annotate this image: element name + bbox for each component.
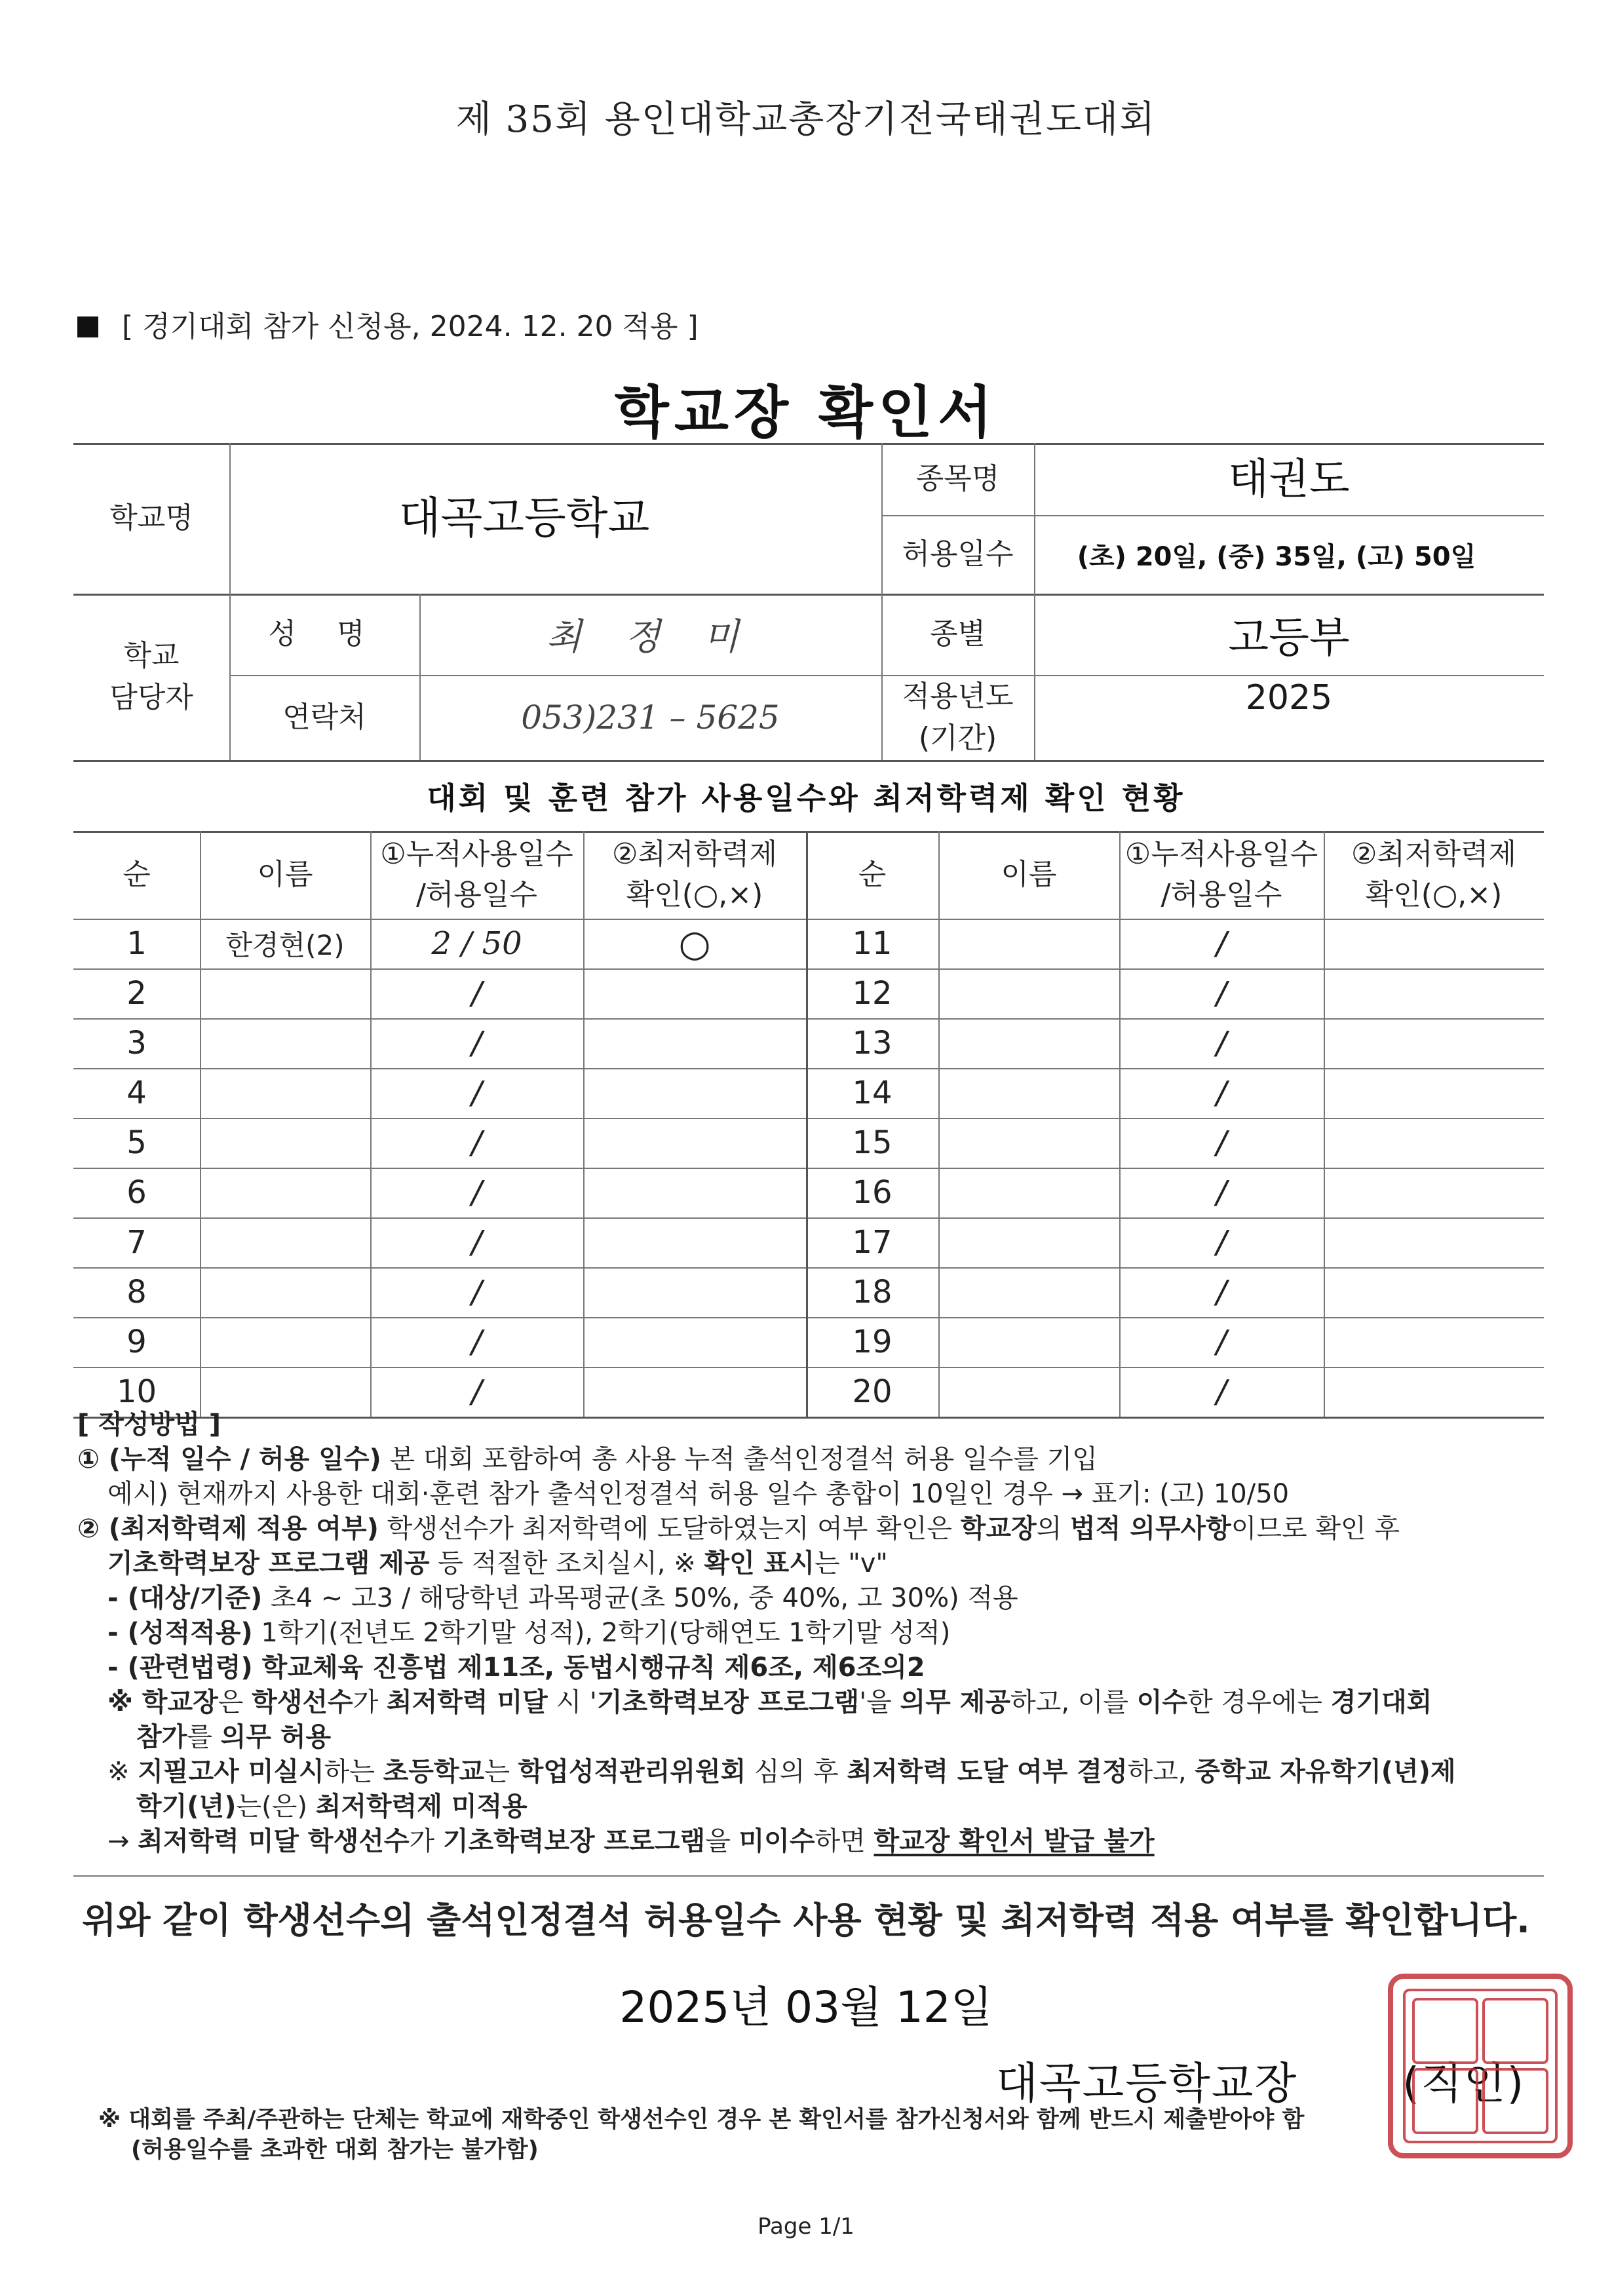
row-number: 19 [852, 1324, 892, 1360]
method-text: 중학교 자유학기(년)제 [1195, 1757, 1456, 1787]
method-text: 학생선수가 최저학력에 도달하였는지 여부 확인은 [378, 1514, 961, 1544]
footnote-line: (허용일수를 초과한 대회 참가는 불가함) [131, 2137, 539, 2163]
applied-year-value: 2025 [1245, 678, 1333, 718]
row-cumulative-days: / [1216, 1324, 1227, 1360]
method-text: 기초학력보장 프로그램 제공 [107, 1548, 430, 1578]
application-note-text: [ 경기대회 참가 신청용, 2024. 12. 20 적용 ] [122, 310, 699, 343]
row-number: 5 [126, 1124, 147, 1161]
header-cumulative-days [370, 831, 583, 919]
row-cumulative-days: / [1216, 1224, 1227, 1261]
row-number: 9 [126, 1324, 147, 1360]
row-number: 14 [852, 1075, 892, 1111]
method-text: 은 [218, 1687, 252, 1717]
method-text: 하는 [324, 1757, 383, 1787]
row-number: 10 [116, 1373, 157, 1410]
method-text: 법적 의무사항 [1069, 1514, 1231, 1544]
school-name-label: 학교명 [109, 501, 193, 535]
method-text: ① (누적 일수 / 허용 일수) [77, 1444, 381, 1474]
row-number: 18 [852, 1274, 892, 1311]
row-number: 12 [852, 975, 892, 1012]
footnote-line: ※ 대회를 주최/주관하는 단체는 학교에 재학중인 학생선수인 경우 본 확인서를 참가신청서와 함께 반드시 제출받아야 함 [98, 2107, 1305, 2133]
method-text: 최저학력제 미적용 [315, 1791, 528, 1822]
method-text: ※ 학교장 [107, 1687, 218, 1717]
applied-year-label-line1: 적용년도 [902, 679, 1014, 714]
header-name-right: 이름 [1001, 858, 1057, 892]
method-text: 하면 [815, 1826, 874, 1856]
header-min-academic-right-line1: ②최저학력제 [1351, 837, 1516, 871]
method-text: 의 [1036, 1514, 1070, 1544]
application-note [77, 303, 699, 345]
header-cumulative-days-line1: ①누적사용일수 [380, 837, 573, 871]
method-text: 의무 허용 [220, 1722, 332, 1752]
row-cumulative-days: / [471, 1075, 482, 1111]
row-cumulative-days: / [471, 1224, 482, 1261]
method-text: 한 경우에는 [1187, 1687, 1331, 1717]
method-text: 하고, [1127, 1757, 1195, 1787]
header-min-academic-line1: ②최저학력제 [612, 837, 777, 871]
header-cumulative-days-right-line1: ①누적사용일수 [1124, 837, 1318, 871]
method-text: 확인 표시 [704, 1548, 815, 1578]
method-text: 기초학력보장 프로그램 [596, 1687, 860, 1717]
method-text: 심의 후 [746, 1757, 847, 1787]
method-text: → [107, 1826, 138, 1856]
issue-date: 2025년 03월 12일 [619, 1982, 993, 2033]
method-text: 미이수 [739, 1826, 815, 1856]
row-cumulative-days: / [1216, 975, 1227, 1012]
row-number: 20 [852, 1373, 892, 1410]
row-number: 1 [126, 925, 147, 962]
method-text: 의무 제공 [900, 1687, 1011, 1717]
method-text: 학교장 확인서 발급 불가 [873, 1826, 1155, 1856]
document-title: 학교장 확인서 [614, 380, 998, 446]
row-number: 17 [852, 1224, 892, 1261]
row-number: 2 [126, 975, 147, 1012]
row-cumulative-days: / [1216, 1124, 1227, 1161]
row-cumulative-days: / [1216, 1025, 1227, 1062]
contact-phone-value: 053)231 – 5625 [521, 698, 780, 737]
method-text: 경기대회 [1330, 1687, 1432, 1717]
row-number: 11 [852, 925, 892, 962]
header-name: 이름 [257, 858, 313, 892]
contact-name-value: 최 정 미 [546, 616, 755, 659]
row-number: 4 [126, 1075, 147, 1111]
contact-phone-label: 연락처 [282, 700, 366, 735]
division-label: 종별 [929, 617, 986, 651]
header-no: 순 [123, 858, 151, 892]
row-number: 7 [126, 1224, 147, 1261]
method-heading: [ 작성방법 ] [77, 1409, 221, 1440]
seal-label: (직인) [1402, 2058, 1526, 2109]
writing-method [77, 1407, 1545, 1859]
method-text: 하고, 이를 [1010, 1687, 1137, 1717]
row-cumulative-days: / [1216, 1075, 1227, 1111]
method-text: 학교장 [960, 1514, 1037, 1544]
method-text: ※ [107, 1757, 138, 1787]
method-text: 는 "v" [814, 1548, 888, 1578]
method-text: 최저학력 미달 [387, 1687, 548, 1717]
method-text: 학생선수 [252, 1687, 353, 1717]
school-name-value: 대곡고등학교 [398, 492, 650, 543]
principal-name: 대곡고등학교장 [996, 2058, 1298, 2109]
row-cumulative-days: / [471, 1274, 482, 1311]
row-cumulative-days: / [1216, 1373, 1227, 1410]
row-cumulative-days: / [471, 975, 482, 1012]
header-min-academic-right-line2: 확인(○,×) [1365, 878, 1503, 911]
method-text: 참가 [136, 1722, 187, 1752]
method-text: '을 [859, 1687, 900, 1717]
method-text: ② (최저학력제 적용 여부) [77, 1514, 379, 1544]
method-text: 이므로 확인 후 [1231, 1514, 1400, 1544]
method-text: 는(은) [236, 1791, 316, 1822]
sport-label: 종목명 [915, 462, 1000, 496]
allowed-days-value: (초) 20일, (중) 35일, (고) 50일 [1077, 541, 1476, 572]
allowed-days-label: 허용일수 [902, 537, 1014, 571]
header-cumulative-days-right-line2: /허용일수 [1161, 878, 1282, 911]
method-text: 최저학력 도달 여부 결정 [847, 1757, 1128, 1787]
square-bullet-icon [77, 316, 98, 337]
method-text: 를 [187, 1722, 221, 1752]
row-cumulative-days: / [1216, 1274, 1227, 1311]
row-number: 3 [126, 1025, 147, 1062]
row-cumulative-days: / [1216, 925, 1227, 962]
method-text: 본 대회 포함하여 총 사용 누적 출석인정결석 허용 일수를 기입 [381, 1444, 1098, 1474]
method-text: 예시) 현재까지 사용한 대회·훈련 참가 출석인정결석 허용 일수 총합이 10일인 경우 → 표기: (고) 10/50 [107, 1479, 1290, 1509]
method-text: 학업성적관리위원회 [518, 1757, 746, 1787]
row-min-academic: ○ [678, 922, 711, 965]
method-text: 학기(년) [136, 1791, 237, 1822]
applied-year-label [881, 675, 1034, 760]
method-text: 초4 ~ 고3 / 해당학년 과목평균(초 50%, 중 40%, 고 30%) 적용 [262, 1583, 1018, 1613]
method-text: - (관련법령) 학교체육 진흥법 제11조, 동법시행규칙 제6조, 제6조의2 [107, 1653, 925, 1683]
row-cumulative-days: / [471, 1373, 482, 1410]
school-contact-label [73, 594, 229, 760]
method-text: - (대상/기준) [107, 1583, 263, 1613]
event-title: 제 35회 용인대학교총장기전국태권도대회 [455, 98, 1157, 141]
school-contact-label-line1: 학교 [123, 639, 180, 673]
page-number: Page 1/1 [758, 2213, 854, 2240]
division-value: 고등부 [1228, 614, 1350, 662]
method-text: 을 [705, 1826, 739, 1856]
row-number: 6 [126, 1174, 147, 1211]
method-text: - (성적적용) [107, 1618, 253, 1648]
sport-value: 태권도 [1228, 455, 1350, 504]
method-text: 이수 [1136, 1687, 1188, 1717]
footnote [98, 2105, 1540, 2165]
method-text: 는 [484, 1757, 518, 1787]
method-text: 기초학력보장 프로그램 [442, 1826, 706, 1856]
method-text: 최저학력 미달 학생선수 [138, 1826, 410, 1856]
method-text: 시 ' [547, 1687, 597, 1717]
school-contact-label-line2: 담당자 [109, 681, 193, 714]
header-min-academic-line2: 확인(○,×) [626, 878, 763, 911]
contact-name-label: 성 명 [268, 617, 381, 651]
divider [73, 1875, 1544, 1877]
row-cumulative-days: / [471, 1025, 482, 1062]
row-cumulative-days: / [471, 1124, 482, 1161]
row-number: 8 [126, 1274, 147, 1311]
method-text: 1학기(전년도 2학기말 성적), 2학기(당해연도 1학기말 성적) [252, 1618, 951, 1648]
row-number: 15 [852, 1124, 892, 1161]
method-text: 가 [409, 1826, 443, 1856]
row-cumulative-days: 2 / 50 [431, 925, 522, 962]
section-title: 대회 및 훈련 참가 사용일수와 최저학력제 확인 현황 [427, 780, 1185, 816]
header-cumulative-days-line2: /허용일수 [416, 878, 537, 911]
row-cumulative-days: / [1216, 1174, 1227, 1211]
row-number: 16 [852, 1174, 892, 1211]
row-number: 13 [852, 1025, 892, 1062]
method-text: 지필고사 미실시 [138, 1757, 324, 1787]
row-cumulative-days: / [471, 1174, 482, 1211]
header-no-right: 순 [858, 858, 887, 892]
row-cumulative-days: / [471, 1324, 482, 1360]
header-min-academic [583, 831, 806, 919]
applied-year-label-line2: (기간) [918, 721, 997, 755]
method-text: 등 적절한 조치실시, ※ [429, 1548, 704, 1578]
method-text: 초등학교 [383, 1757, 485, 1787]
header-min-academic-right [1324, 831, 1544, 919]
row-name: 한경현(2) [225, 929, 345, 961]
confirmation-statement: 위와 같이 학생선수의 출석인정결석 허용일수 사용 현황 및 최저학력 적용 여부를 확인합니다. [82, 1900, 1530, 1941]
method-text: 가 [353, 1687, 387, 1717]
header-cumulative-days-right [1119, 831, 1324, 919]
